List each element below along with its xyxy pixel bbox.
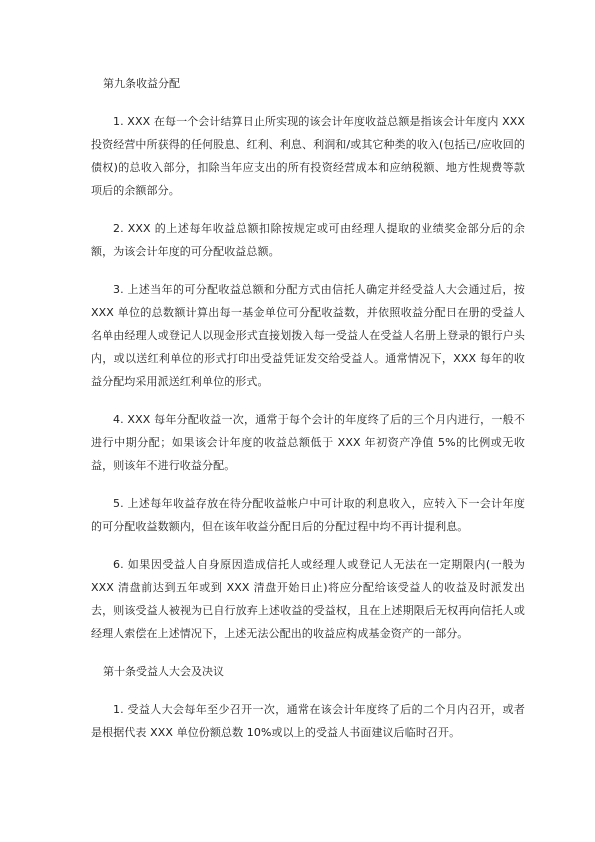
paragraph: 1. XXX 在每一个会计结算日止所实现的该会计年度收益总额是指该会计年度内 XXX 投资经营中所获得的任何股息、红利、利息、利润和/或其它种类的收入(包括已/应收回的债权)的总收入部分，扣除当年应支出的所有投资经营成本和应纳税额、地方性规费等款项后的余额部分。 [91, 115, 525, 197]
spacer [91, 95, 525, 110]
paragraph: 1. 受益人大会每年至少召开一次，通常在该会计年度终了后的二个月内召开，或者是根据代表 XXX 单位份额总数 10%或以上的受益人书面建议后临时召开。 [91, 703, 525, 739]
document-page [91, 72, 525, 744]
spacer [91, 263, 525, 278]
spacer [91, 645, 525, 660]
paragraph: 3. 上述当年的可分配收益总额和分配方式由信托人确定并经受益人大会通过后，按 XXX 单位的总数额计算出每一基金单位可分配收益数，并依照收益分配日在册的受益人名单由经理人或登记人以现金形式直接划拨入每一受益人在受益人名册上登录的银行户头内，或以送红利单位的形式打印出受益凭证发交给受益人。通常情况下，XXX 每年的收益分配均采用派送红利单位的形式。 [91, 283, 525, 388]
spacer [91, 202, 525, 217]
spacer [91, 538, 525, 553]
section-heading: 第十条受益人大会及决议 [103, 665, 224, 678]
paragraph: 4. XXX 每年分配收益一次，通常于每个会计的年度终了后的三个月内进行，一般不进行中期分配；如果该会计年度的收益总额低于 XXX 年初资产净值 5%的比例或无收益，则该年不进行收益分配。 [91, 413, 525, 472]
spacer [91, 477, 525, 492]
spacer [91, 393, 525, 408]
spacer [91, 683, 525, 698]
paragraph: 6. 如果因受益人自身原因造成信托人或经理人或登记人无法在一定期限内(一般为 XXX 清盘前达到五年或到 XXX 清盘开始日止)将应分配给该受益人的收益及时派发出去，则该受益人被视为已自行放弃上述收益的受益权，且在上述期限后无权再向信托人或经理人索偿在上述情况下，上述无法公配出的收益应构成基金资产的一部分。 [91, 558, 525, 640]
section-heading: 第九条收益分配 [103, 77, 180, 90]
paragraph: 5. 上述每年收益存放在待分配收益帐户中可计取的利息收入，应转入下一会计年度的可分配收益数额内，但在该年收益分配日后的分配过程中均不再计提利息。 [91, 497, 525, 533]
paragraph: 2. XXX 的上述每年收益总额扣除按规定或可由经理人提取的业绩奖金部分后的余额，为该会计年度的可分配收益总额。 [91, 222, 525, 258]
